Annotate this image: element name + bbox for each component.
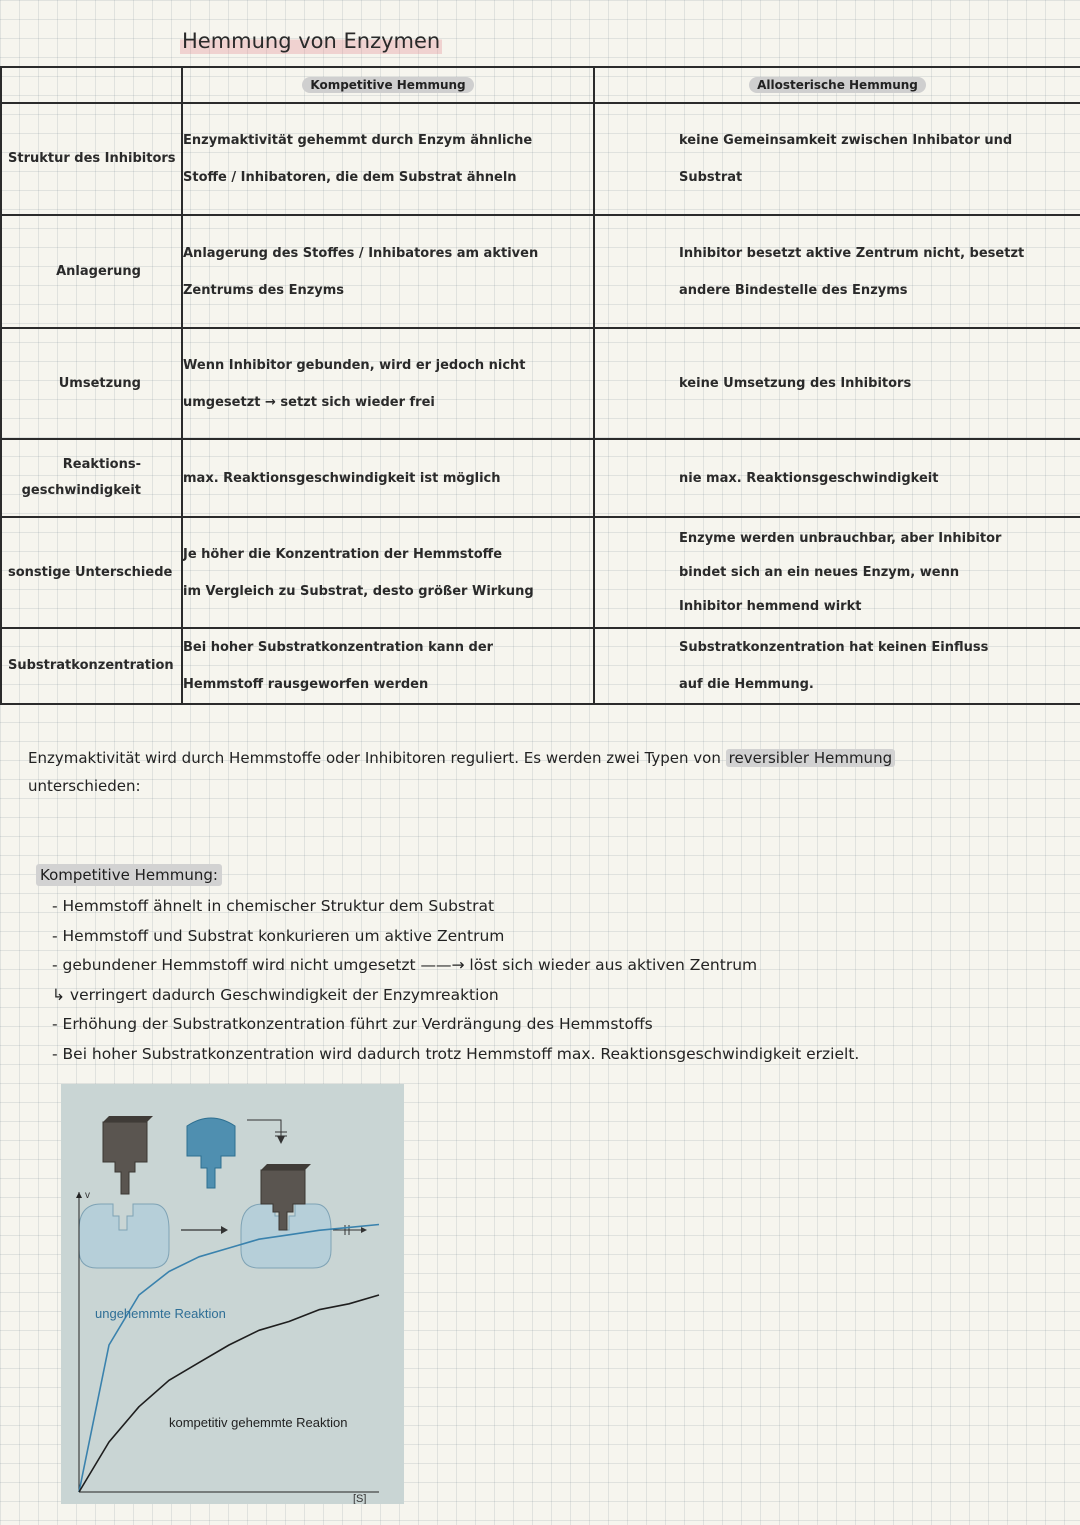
competitive-cell (182, 328, 594, 439)
series-label-uninhibited: ungehemmte Reaktion (95, 1306, 226, 1321)
allosteric-text: bindet sich an ein neues Enzym, wenn (679, 564, 960, 580)
table-row (1, 439, 1080, 517)
competitive-cell (182, 103, 594, 215)
row-label: Anlagerung (56, 263, 141, 279)
table-row (1, 328, 1080, 439)
bullet-item: - Hemmstoff ähnelt in chemischer Struktur dem Substrat (52, 897, 495, 915)
page-title: Hemmung von Enzymen (182, 29, 441, 53)
comparison-table (0, 66, 1080, 705)
bullet-item: - Hemmstoff und Substrat konkurieren um aktive Zentrum (52, 926, 505, 945)
row-label-cell (1, 103, 182, 215)
header-competitive-label: Kompetitive Hemmung (302, 77, 473, 93)
allosteric-cell (594, 328, 1080, 439)
allosteric-text: keine Gemeinsamkeit zwischen Inhibator und (679, 133, 1013, 148)
allosteric-text: keine Umsetzung des Inhibitors (679, 376, 912, 391)
allosteric-text: Substratkonzentration hat keinen Einfluss (679, 640, 989, 655)
competitive-cell (182, 628, 594, 704)
table-row (1, 517, 1080, 628)
table-body (1, 103, 1080, 704)
allosteric-text: Enzyme werden unbrauchbar, aber Inhibitor (679, 530, 1002, 546)
row-label: sonstige Unterschiede (8, 564, 173, 580)
intro-after: unterschieden: (28, 777, 141, 795)
substrate (187, 1118, 235, 1188)
allosteric-cell (594, 215, 1080, 328)
row-label-cell (1, 215, 182, 328)
y-axis-arrow (76, 1192, 82, 1198)
competitive-text: Wenn Inhibitor gebunden, wird er jedoch nicht (183, 357, 526, 373)
figure-svg (61, 1084, 404, 1504)
allosteric-cell (594, 628, 1080, 704)
competitive-section-title: Kompetitive Hemmung: (36, 864, 222, 886)
competitive-text: max. Reaktionsgeschwindigkeit ist möglich (183, 470, 501, 486)
intro-text (28, 744, 1058, 800)
allosteric-text: Substrat (679, 170, 743, 185)
intro-highlight: reversibler Hemmung (726, 749, 895, 767)
allosteric-cell (594, 517, 1080, 628)
row-label: Reaktions- (62, 457, 141, 472)
competitive-text: im Vergleich zu Substrat, desto größer Wirkung (183, 583, 534, 599)
x-axis-label: [S] (353, 1493, 367, 1504)
allosteric-text: auf die Hemmung. (679, 677, 814, 692)
allosteric-cell (594, 439, 1080, 517)
row-label: Substratkonzentration (8, 658, 174, 673)
inhibitor-left-top (103, 1116, 153, 1122)
bullet-item: - gebundener Hemmstoff wird nicht umgesetzt ——→ löst sich wieder aus aktiven Zentrum (52, 956, 758, 974)
row-label-cell (1, 517, 182, 628)
competitive-text: Hemmstoff rausgeworfen werden (183, 677, 429, 692)
blocked-out-head (361, 1227, 367, 1233)
header-allosteric-label: Allosterische Hemmung (749, 77, 926, 93)
series-line-1 (79, 1295, 379, 1492)
inhibitor-left (103, 1122, 147, 1194)
row-label-cell (1, 328, 182, 439)
arrow-head (221, 1226, 228, 1234)
row-label: geschwindigkeit (21, 483, 141, 498)
blocked-arrow-head (277, 1136, 285, 1144)
competitive-text: Zentrums des Enzyms (183, 282, 345, 298)
allosteric-text: nie max. Reaktionsgeschwindigkeit (679, 470, 939, 486)
competitive-text: Stoffe / Inhibatoren, die dem Substrat ähneln (183, 170, 517, 185)
header-empty (1, 67, 182, 103)
competitive-bullet-list (52, 892, 1072, 1069)
bullet-item: ↳ verringert dadurch Geschwindigkeit der Enzymreaktion (52, 985, 499, 1004)
header-allosteric (594, 67, 1080, 103)
competitive-text: Bei hoher Substratkonzentration kann der (183, 640, 494, 655)
competitive-cell (182, 517, 594, 628)
competitive-text: umgesetzt → setzt sich wieder frei (183, 394, 435, 410)
row-label-cell (1, 628, 182, 704)
row-label: Struktur des Inhibitors (8, 151, 176, 166)
intro-before: Enzymaktivität wird durch Hemmstoffe oder Inhibitoren reguliert. Es werden zwei Typen von (28, 749, 721, 767)
allosteric-text: andere Bindestelle des Enzyms (679, 282, 908, 298)
allosteric-text: Inhibitor hemmend wirkt (679, 598, 862, 614)
row-label-cell (1, 439, 182, 517)
blocked-arrow (247, 1120, 281, 1140)
competitive-text: Enzymaktivität gehemmt durch Enzym ähnliche (183, 133, 533, 148)
enzyme-left (79, 1204, 169, 1268)
table-header-row (1, 67, 1080, 103)
bullet-item: - Erhöhung der Substratkonzentration führt zur Verdrängung des Hemmstoffs (52, 1015, 653, 1033)
series-label-inhibited: kompetitiv gehemmte Reaktion (169, 1415, 348, 1430)
competitive-cell (182, 439, 594, 517)
competitive-inhibition-figure (61, 1084, 404, 1504)
table-row (1, 628, 1080, 704)
competitive-cell (182, 215, 594, 328)
competitive-text: Je höher die Konzentration der Hemmstoffe (183, 546, 503, 562)
row-label: Umsetzung (58, 375, 141, 391)
table-row (1, 215, 1080, 328)
allosteric-cell (594, 103, 1080, 215)
inhibitor-bound-top (261, 1164, 311, 1170)
header-competitive (182, 67, 594, 103)
allosteric-text: Inhibitor besetzt aktive Zentrum nicht, besetzt (679, 245, 1025, 261)
y-axis-label: v (85, 1190, 90, 1201)
table-row (1, 103, 1080, 215)
competitive-text: Anlagerung des Stoffes / Inhibatores am aktiven (183, 245, 539, 261)
bullet-item: - Bei hoher Substratkonzentration wird dadurch trotz Hemmstoff max. Reaktionsgeschwindigkeit erzielt. (52, 1044, 860, 1063)
